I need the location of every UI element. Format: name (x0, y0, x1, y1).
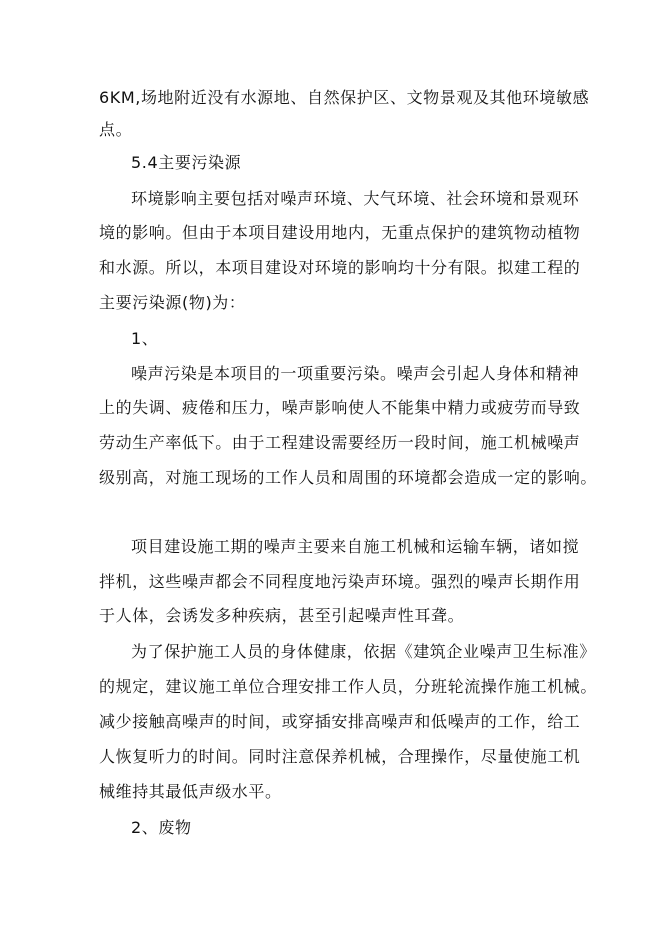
text-line: 级别高，对施工现场的工作人员和周围的环境都会造成一定的影响。 (99, 468, 598, 487)
text-line: 人恢复听力的时间。同时注意保养机械，合理操作，尽量使施工机 (99, 747, 581, 766)
text-line: 于人体，会诱发多种疾病，甚至引起噪声性耳聋。 (99, 606, 465, 625)
text-line: 劳动生产率低下。由于工程建设需要经历一段时间，施工机械噪声 (99, 433, 581, 452)
text-line: 境的影响。但由于本项目建设用地内，无重点保护的建筑物动植物 (99, 223, 581, 242)
list-heading: 2、废物 (131, 818, 192, 837)
text-line: 噪声污染是本项目的一项重要污染。噪声会引起人身体和精神 (131, 364, 580, 383)
text-line: 主要污染源(物)为： (99, 293, 246, 312)
text-line: 减少接触高噪声的时间，或穿插安排高噪声和低噪声的工作，给工 (99, 712, 581, 731)
list-number: 1、 (131, 329, 159, 348)
text-line: 和水源。所以，本项目建设对环境的影响均十分有限。拟建工程的 (99, 258, 581, 277)
text-line: 上的失调、疲倦和压力，噪声影响使人不能集中精力或疲劳而导致 (99, 398, 581, 417)
text-line: 械维持其最低声级水平。 (99, 782, 282, 801)
text-line: 6KM,场地附近没有水源地、自然保护区、文物景观及其他环境敏感 (99, 88, 590, 107)
text-line: 环境影响主要包括对噪声环境、大气环境、社会环境和景观环 (131, 189, 580, 208)
text-line: 的规定，建议施工单位合理安排工作人员，分班轮流操作施工机械。 (99, 677, 598, 696)
text-line: 拌机，这些噪声都会不同程度地污染声环境。强烈的噪声长期作用 (99, 572, 581, 591)
section-heading: 5.4主要污染源 (131, 153, 242, 172)
text-line: 点。 (99, 120, 133, 139)
text-line: 为了保护施工人员的身体健康，依据《建筑企业噪声卫生标准》 (131, 642, 596, 661)
text-line: 项目建设施工期的噪声主要来自施工机械和运输车辆，诸如搅 (131, 537, 580, 556)
